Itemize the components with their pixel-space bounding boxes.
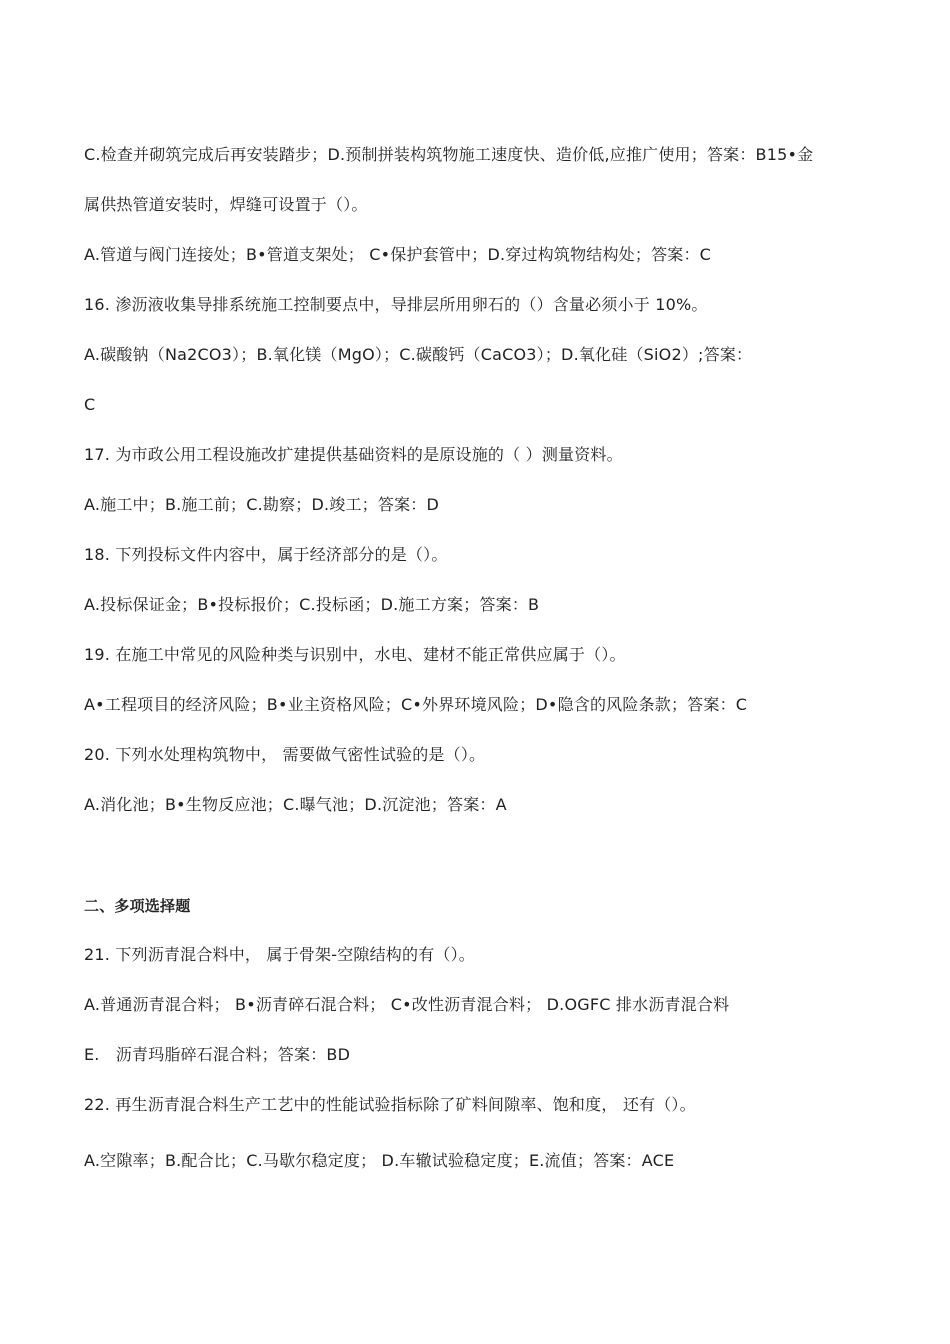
question-18: 18. 下列投标文件内容中，属于经济部分的是（）。 [84,545,448,564]
text-line: A.施工中；B.施工前；C.勘察；D.竣工；答案：D [84,495,439,514]
text-line: A.管道与阀门连接处；B•管道支架处； C•保护套管中；D.穿过构筑物结构处；答案：C [84,245,712,264]
text-line: C.检查并砌筑完成后再安装踏步；D.预制拼装构筑物施工速度快、造价低,应推广使用；答案：B15•金 [84,145,814,164]
question-21: 21. 下列沥青混合料中， 属于骨架-空隙结构的有（）。 [84,945,475,964]
question-17: 17. 为市政公用工程设施改扩建提供基础资料的是原设施的（ ）测量资料。 [84,445,623,464]
question-22: 22. 再生沥青混合料生产工艺中的性能试验指标除了矿料间隙率、饱和度， 还有（）。 [84,1095,696,1114]
text-line: C [84,395,96,414]
text-line: A.普通沥青混合料； B•沥青碎石混合料； C•改性沥青混合料； D.OGFC 排水沥青混合料 [84,995,730,1014]
text-line: A.碳酸钠（Na2CO3）；B.氧化镁（MgO）；C.碳酸钙（CaCO3）；D.氧化硅（SiO2）;答案： [84,345,753,364]
section-heading: 二、多项选择题 [84,897,191,915]
question-20: 20. 下列水处理构筑物中， 需要做气密性试验的是（）。 [84,745,486,764]
text-line: 属供热管道安装时，焊缝可设置于（）。 [84,195,368,214]
text-line: E. 沥青玛脂碎石混合料；答案：BD [84,1045,351,1064]
question-19: 19. 在施工中常见的风险种类与识别中，水电、建材不能正常供应属于（）。 [84,645,626,664]
text-line: A.消化池；B•生物反应池；C.曝气池；D.沉淀池；答案：A [84,795,507,814]
question-16: 16. 渗沥液收集导排系统施工控制要点中，导排层所用卵石的（）含量必须小于 10%。 [84,295,708,314]
text-line: A•工程项目的经济风险；B•业主资格风险；C•外界环境风险；D•隐含的风险条款；答案：C [84,695,748,714]
text-line: A.空隙率；B.配合比；C.马歇尔稳定度； D.车辙试验稳定度；E.流值；答案：ACE [84,1151,675,1170]
text-line: A.投标保证金；B•投标报价；C.投标函；D.施工方案；答案：B [84,595,540,614]
